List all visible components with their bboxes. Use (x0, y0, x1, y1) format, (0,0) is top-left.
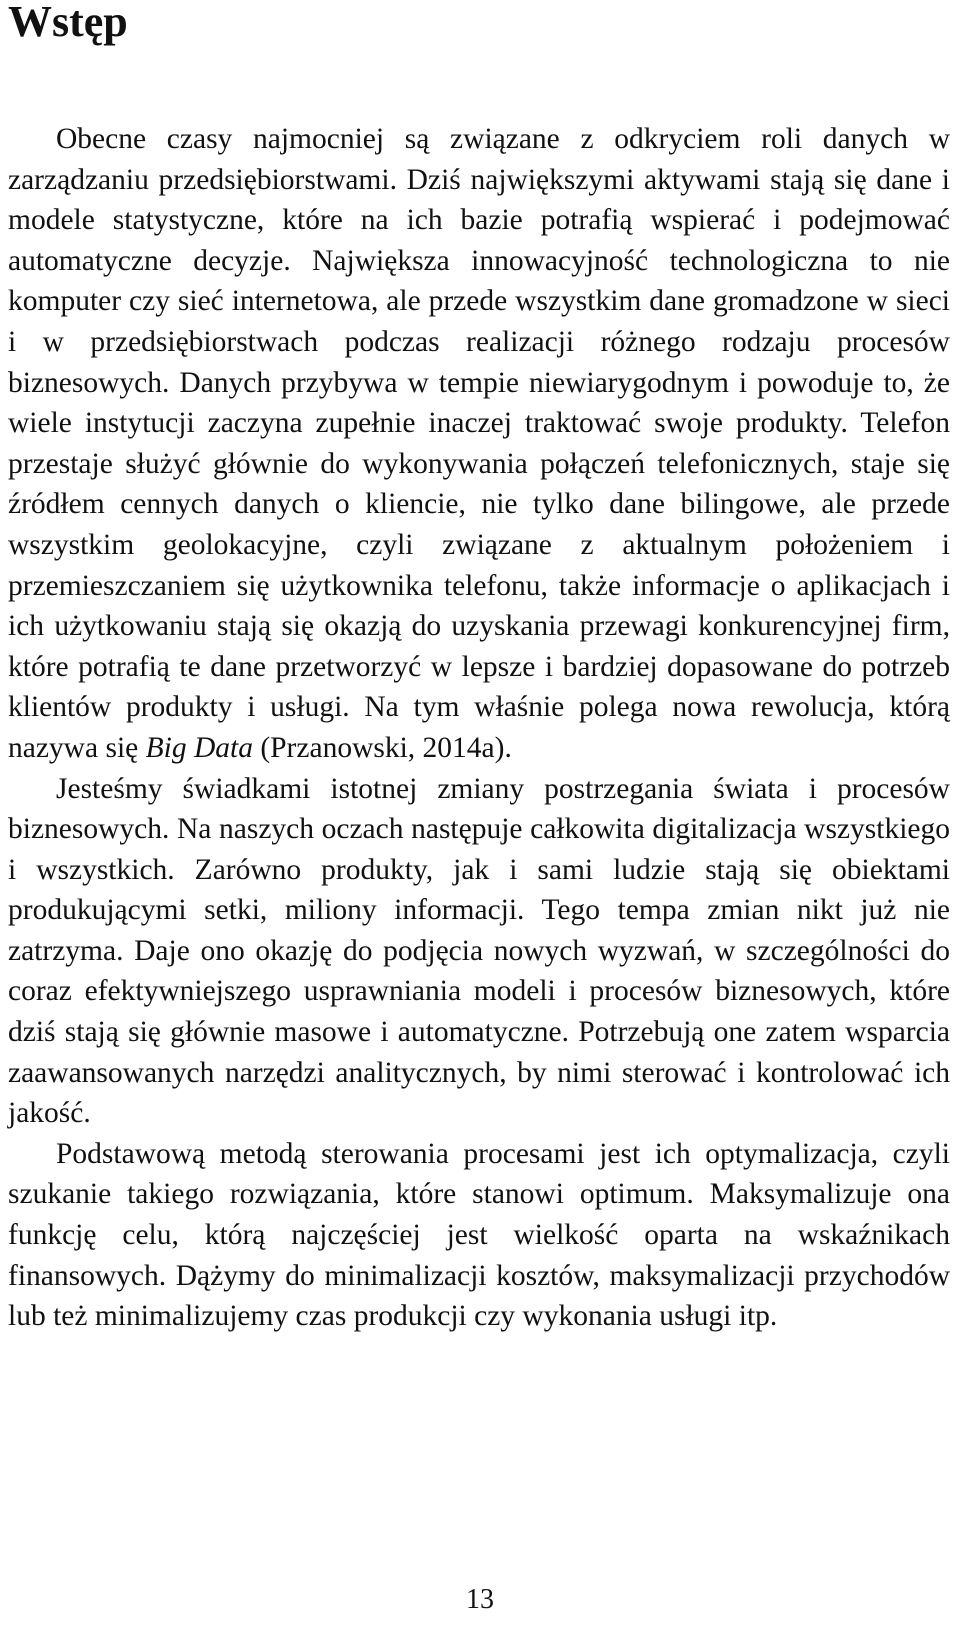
page-number: 13 (466, 1584, 494, 1615)
paragraph-1-text-b: (Przanowski, 2014a). (252, 731, 512, 764)
page-title: Wstęp (8, 0, 128, 46)
paragraph-2: Jesteśmy świadkami istotnej zmiany postrzegania świata i procesów biznesowych. Na naszych oczach następuje całkowita digitalizacja wszystkiego i wszystkich. Zarówno produkty, jak i sami ludzie stają się obiektami produkującymi setki, miliony informacji. Tego tempa zmian nikt już nie zatrzyma. Daje ono okazję do podjęcia nowych wyzwań, w szczególności do coraz efektywniejszego usprawniania modeli i procesów biznesowych, które dziś stają się głównie masowe i automatyczne. Potrzebują one zatem wsparcia zaawansowanych narzędzi analitycznych, by nimi sterować i kontrolować ich jakość. (8, 772, 950, 1130)
paragraph-1-text-a: Obecne czasy najmocniej są związane z odkryciem roli danych w zarządzaniu przedsiębiorstwami. Dziś największymi aktywami stają się dane i modele statystyczne, które na ich bazie potrafią wspierać i podejmować automatyczne decyzje. Największa innowacyjność technologiczna to nie komputer czy sieć internetowa, ale przede wszystkim dane gromadzone w sieci i w przedsiębiorstwach podczas realizacji różnego rodzaju procesów biznesowych. Danych przybywa w tempie niewiarygodnym i powoduje to, że wiele instytucji zaczyna zupełnie inaczej traktować swoje produkty. Telefon przestaje służyć głównie do wykonywania połączeń telefonicznych, staje się źródłem cennych danych o kliencie, nie tylko dane bilingowe, ale przede wszystkim geolokacyjne, czyli związane z aktualnym położeniem i przemieszczaniem się użytkownika telefonu, także informacje o aplikacjach i ich użytkowaniu stają się okazją do uzyskania przewagi konkurencyjnej firm, które potrafią te dane przetworzyć w lepsze i bardziej dopasowane do potrzeb klientów produkty i usługi. Na tym właśnie polega nowa rewolucja, którą nazywa się (8, 123, 950, 764)
body-text (8, 119, 950, 1337)
paragraph-1 (8, 119, 950, 769)
paragraph-3: Podstawową metodą sterowania procesami jest ich optymalizacja, czyli szukanie takiego rozwiązania, które stanowi optimum. Maksymalizuje ona funkcję celu, którą najczęściej jest wielkość oparta na wskaźnikach finansowych. Dążymy do minimalizacji kosztów, maksymalizacji przychodów lub też minimalizujemy czas produkcji czy wykonania usługi itp. (8, 1137, 950, 1333)
paragraph-1-italic-term: Big Data (145, 731, 253, 764)
